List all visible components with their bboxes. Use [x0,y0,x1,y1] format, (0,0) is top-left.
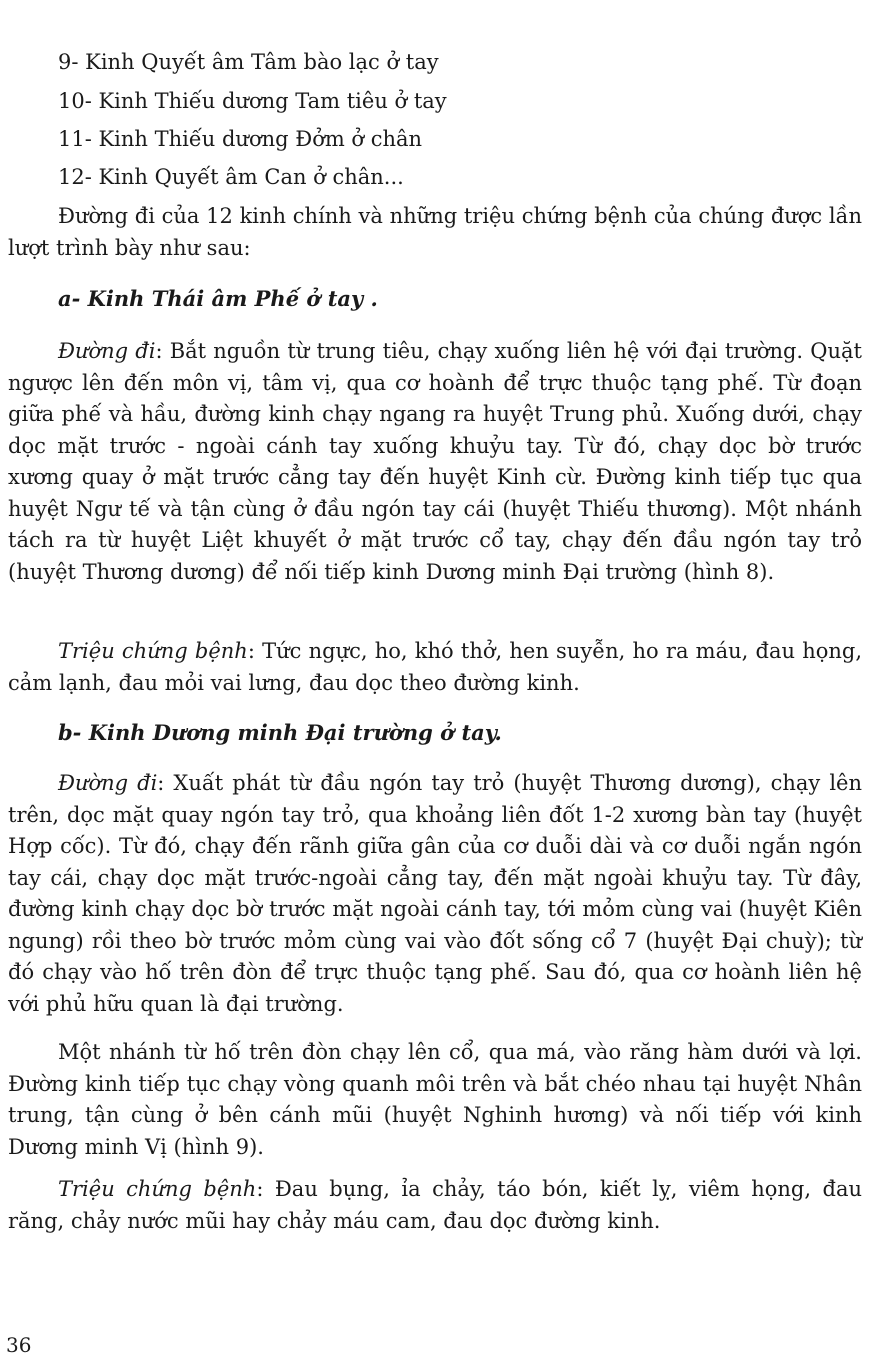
section-heading-a: a- Kinh Thái âm Phế ở tay . [58,286,378,311]
symptom-label: Triệu chứng bệnh [58,1177,257,1201]
list-item: 10- Kinh Thiếu dương Tam tiêu ở tay [58,89,447,113]
symptom-paragraph-a [8,636,862,699]
branch-paragraph-b: Một nhánh từ hố trên đòn chạy lên cổ, qua má, vào răng hàm dưới và lợi. Đường kinh tiếp tục chạy vòng quanh môi trên và bắt chéo nhau tại huyệt Nhân trung, tận cùng ở bên cánh mũi (huyệt Nghinh hương) và nối tiếp với kinh Dương minh Vị (hình 9). [8,1040,862,1159]
intro-paragraph: Đường đi của 12 kinh chính và những triệu chứng bệnh của chúng được lần lượt trình bày như sau: [8,204,862,260]
route-text: : Bắt nguồn từ trung tiêu, chạy xuống liên hệ với đại trường. Quặt ngược lên đến môn vị, tâm vị, qua cơ hoành để trực thuộc tạng phế. Từ đoạn giữa phế và hầu, đường kinh chạy ngang ra huyệt Trung phủ. Xuống dưới, chạy dọc mặt trước - ngoài cánh tay xuống khuỷu tay. Từ đó, chạy dọc bờ trước xương quay ở mặt trước cẳng tay đến huyệt Kinh cừ. Đường kinh tiếp tục qua huyệt Ngư tế và tận cùng ở đầu ngón tay cái (huyệt Thiếu thương). Một nhánh tách ra từ huyệt Liệt khuyết ở mặt trước cổ tay, chạy đến đầu ngón tay trỏ (huyệt Thương dương) để nối tiếp kinh Dương minh Đại trường (hình 8). [8,339,862,584]
route-text: : Xuất phát từ đầu ngón tay trỏ (huyệt Thương dương), chạy lên trên, dọc mặt quay ngón tay trỏ, qua khoảng liên đốt 1-2 xương bàn tay (huyệt Hợp cốc). Từ đó, chạy đến rãnh giữa gân của cơ duỗi dài và cơ duỗi ngắn ngón tay cái, chạy dọc mặt trước-ngoài cẳng tay, đến mặt ngoài khuỷu tay. Từ đây, đường kinh chạy dọc bờ trước mặt ngoài cánh tay, tới mỏm cùng vai (huyệt Kiên ngung) rồi theo bờ trước mỏm cùng vai vào đốt sống cổ 7 (huyệt Đại chuỳ); từ đó chạy vào hố trên đòn để trực thuộc tạng phế. Sau đó, qua cơ hoành liên hệ với phủ hữu quan là đại trường. [8,771,862,1016]
list-item: 11- Kinh Thiếu dương Đởm ở chân [58,127,423,151]
route-paragraph-b [8,768,862,1020]
symptom-paragraph-b [8,1174,862,1237]
section-heading-b: b- Kinh Dương minh Đại trường ở tay. [58,720,502,745]
symptom-text: : Đau bụng, ỉa chảy, táo bón, kiết lỵ, viêm họng, đau răng, chảy nước mũi hay chảy máu cam, đau dọc đường kinh. [8,1177,862,1233]
symptom-text: : Tức ngực, ho, khó thở, hen suyễn, ho ra máu, đau họng, cảm lạnh, đau mỏi vai lưng, đau dọc theo đường kinh. [8,639,863,695]
symptom-label: Triệu chứng bệnh [58,639,248,663]
route-label: Đường đi [58,771,158,795]
route-label: Đường đi [58,339,156,363]
page-number: 36 [6,1333,32,1357]
list-item: 9- Kinh Quyết âm Tâm bào lạc ở tay [58,50,439,74]
list-item: 12- Kinh Quyết âm Can ở chân... [58,165,404,189]
route-paragraph-a [8,336,862,588]
